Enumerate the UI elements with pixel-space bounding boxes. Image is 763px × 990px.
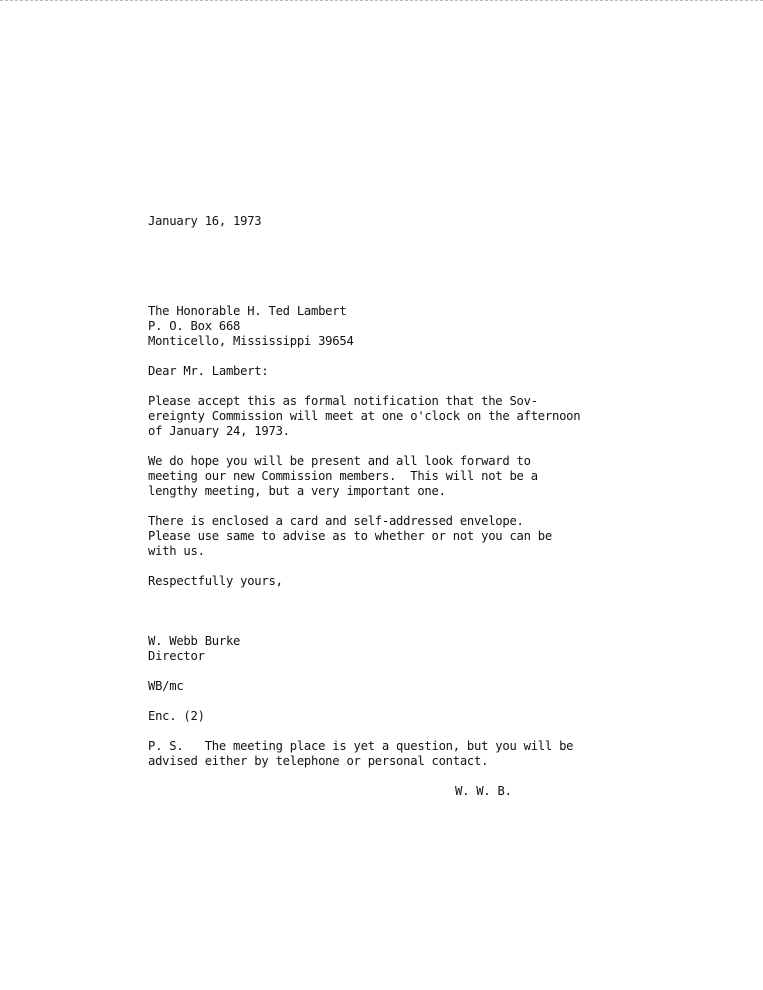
postscript-initials: W. W. B. [455, 784, 512, 798]
complimentary-closing: Respectfully yours, [148, 574, 283, 588]
enclosure-notation: Enc. (2) [148, 709, 205, 723]
letter-date: January 16, 1973 [148, 214, 262, 228]
reference-initials: WB/mc [148, 679, 184, 693]
signer-name: W. Webb Burke [148, 634, 241, 648]
inside-address [148, 304, 668, 349]
address-line: P. O. Box 668 [148, 319, 241, 333]
signer-title: Director [148, 649, 205, 663]
paragraph-line: We do hope you will be present and all look forward to [148, 454, 531, 468]
paragraph-line: of January 24, 1973. [148, 424, 290, 438]
postscript-line: P. S. The meeting place is yet a question, but you will be [148, 739, 574, 753]
address-line: Monticello, Mississippi 39654 [148, 334, 354, 348]
salutation: Dear Mr. Lambert: [148, 364, 269, 378]
postscript-line: advised either by telephone or personal contact. [148, 754, 489, 768]
paragraph-line: meeting our new Commission members. This will not be a [148, 469, 538, 483]
signature-block [148, 634, 668, 664]
page-top-border [0, 0, 763, 1]
paragraph-line: There is enclosed a card and self-addressed envelope. [148, 514, 524, 528]
paragraph-notification [148, 394, 668, 439]
paragraph-enclosure [148, 514, 668, 559]
address-line: The Honorable H. Ted Lambert [148, 304, 347, 318]
letter-body [148, 214, 668, 799]
paragraph-line: lengthy meeting, but a very important one. [148, 484, 446, 498]
paragraph-line: Please accept this as formal notification that the Sov- [148, 394, 538, 408]
paragraph-hope [148, 454, 668, 499]
paragraph-line: ereignty Commission will meet at one o'clock on the afternoon [148, 409, 581, 423]
paragraph-line: with us. [148, 544, 205, 558]
paragraph-line: Please use same to advise as to whether or not you can be [148, 529, 552, 543]
postscript [148, 739, 668, 769]
